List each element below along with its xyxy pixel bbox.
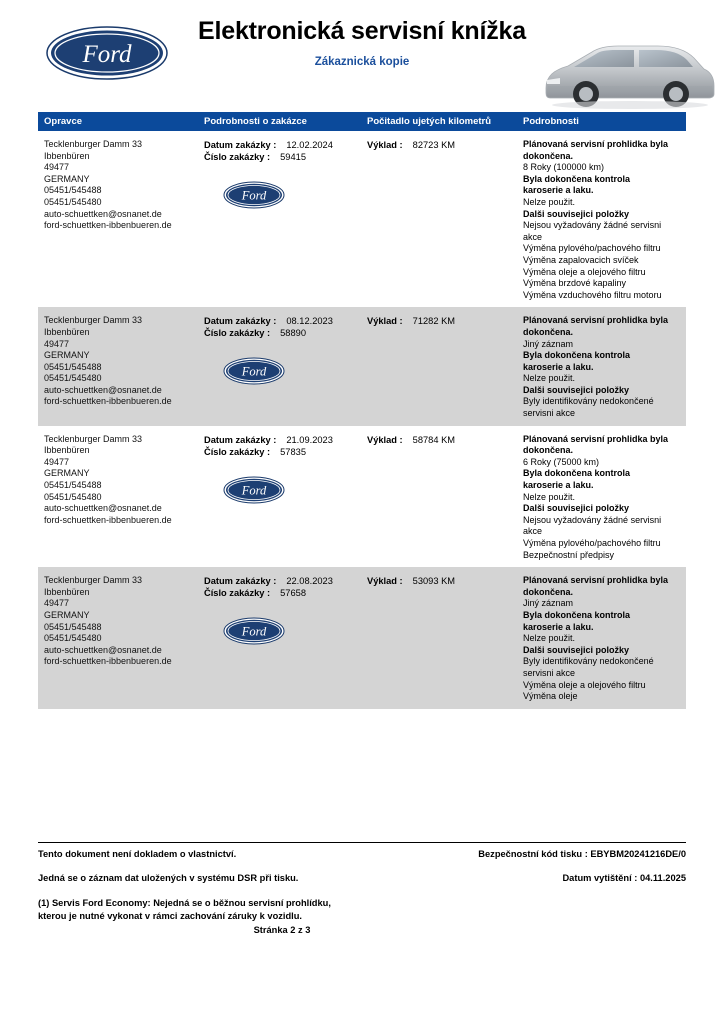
repairer-address-line: Tecklenburger Damm 33	[44, 433, 143, 444]
order-number-label: Číslo zakázky :	[204, 328, 271, 339]
cell-repairer	[38, 315, 204, 419]
repairer-address-line: 05451/545488	[44, 361, 102, 372]
print-date-value: 04.11.2025	[639, 873, 686, 883]
repairer-address-line: 05451/545480	[44, 491, 102, 502]
page-subtitle: Zákaznická kopie	[314, 55, 410, 68]
vehicle-image	[540, 36, 716, 112]
repairer-address-line: 05451/545480	[44, 633, 102, 644]
detail-line: 8 Roky (100000 km)	[523, 162, 605, 173]
odometer-value: 58784 KM	[412, 434, 456, 445]
detail-line: Výměna oleje a olejového filtru	[523, 266, 646, 277]
cell-order-details	[204, 315, 367, 419]
odometer-label: Výklad :	[367, 434, 403, 445]
order-number-label: Číslo zakázky :	[204, 588, 271, 599]
odometer-value: 71282 KM	[412, 316, 456, 327]
detail-line: Nelze použit.	[523, 491, 576, 502]
detail-line: karoserie a laku.	[523, 621, 594, 632]
detail-line: karoserie a laku.	[523, 480, 594, 491]
repairer-address-line: 05451/545488	[44, 480, 102, 491]
economy-service-note-line2: kterou je nutné vykonat v rámci zachování záruky k vozidlu.	[38, 911, 303, 921]
detail-line: Nelze použit.	[523, 196, 576, 207]
ford-logo-icon	[220, 617, 367, 650]
detail-line: Dalši souvisejici položky	[523, 644, 630, 655]
detail-line: Výměna vzduchového filtru motoru	[523, 289, 662, 300]
repairer-address-line: ford-schuettken-ibbenbueren.de	[44, 396, 172, 407]
table-row	[38, 307, 686, 425]
detail-line: 6 Roky (75000 km)	[523, 456, 600, 467]
footer-row-dsr	[38, 873, 686, 883]
repairer-address-line: auto-schuettken@osnanet.de	[44, 384, 162, 395]
table-header-bar	[38, 112, 686, 131]
odometer-label: Výklad :	[367, 140, 403, 150]
detail-line: karoserie a laku.	[523, 361, 594, 372]
security-code-label: Bezpečnostní kód tisku :	[478, 849, 588, 859]
detail-line: dokončena.	[523, 445, 574, 456]
order-date-row	[204, 575, 367, 587]
page-number: Stránka 2 z 3	[253, 925, 311, 935]
detail-line: Bezpečnostní předpisy	[523, 549, 615, 560]
detail-line: Jiný záznam	[523, 598, 574, 609]
repairer-address-line: GERMANY	[44, 173, 90, 184]
order-number-value: 57658	[280, 588, 306, 599]
document-footer	[38, 842, 686, 935]
detail-line: Byla dokončena kontrola	[523, 350, 631, 361]
repairer-address-line: 49477	[44, 338, 70, 349]
order-date-row	[204, 139, 367, 151]
odometer-row	[367, 315, 523, 327]
repairer-address-line: Tecklenburger Damm 33	[44, 575, 143, 586]
cell-order-details	[204, 434, 367, 562]
detail-line: dokončena.	[523, 326, 574, 337]
table-row	[38, 131, 686, 307]
repairer-address-line: 49477	[44, 456, 70, 467]
detail-line: dokončena.	[523, 586, 574, 597]
order-date-value: 21.09.2023	[286, 434, 333, 445]
repairer-address-line: 05451/545480	[44, 196, 102, 207]
detail-line: Dalši souvisejici položky	[523, 208, 630, 219]
order-number-row	[204, 587, 367, 599]
column-header-order-details: Podrobnosti o zakázce	[204, 116, 307, 127]
detail-line: Plánovaná servisní prohlidka byla	[523, 139, 669, 149]
order-date-value: 12.02.2024	[286, 140, 333, 150]
cell-repairer	[38, 139, 204, 301]
cell-odometer	[367, 434, 523, 562]
footer-divider	[38, 842, 686, 843]
repairer-address-line: auto-schuettken@osnanet.de	[44, 208, 162, 219]
order-date-label: Datum zakázky :	[204, 316, 277, 327]
repairer-address-line: ford-schuettken-ibbenbueren.de	[44, 220, 172, 231]
repairer-address-line: 05451/545480	[44, 373, 102, 384]
security-code-group	[478, 849, 686, 859]
cell-order-details	[204, 575, 367, 703]
repairer-address-line: ford-schuettken-ibbenbueren.de	[44, 514, 172, 525]
order-number-value: 57835	[280, 446, 306, 457]
column-header-details: Podrobnosti	[523, 116, 579, 127]
repairer-address-line: 49477	[44, 598, 70, 609]
order-date-value: 22.08.2023	[286, 576, 333, 587]
svg-text:Ford: Ford	[82, 41, 132, 68]
detail-line: Plánovaná servisní prohlidka byla	[523, 315, 669, 326]
order-date-label: Datum zakázky :	[204, 576, 277, 587]
detail-line: dokončena.	[523, 150, 574, 161]
security-code-value: EBYBM20241216DE/0	[590, 849, 686, 859]
odometer-value: 82723 KM	[412, 140, 456, 150]
ford-logo-icon	[220, 181, 367, 214]
detail-line: Nejsou vyžadovány žádné servisni	[523, 514, 662, 525]
page-title: Elektronická servisní knížka	[198, 17, 526, 45]
cell-odometer	[367, 315, 523, 419]
table-row	[38, 426, 686, 568]
print-date-label: Datum vytištění :	[562, 873, 638, 883]
detail-line: Nelze použit.	[523, 633, 576, 644]
cell-details	[523, 139, 686, 301]
detail-line: Výměna pylového/pachového filtru	[523, 538, 661, 548]
column-header-odometer: Počitadlo ujetých kilometrů	[367, 116, 492, 127]
repairer-address-line: GERMANY	[44, 350, 90, 361]
detail-line: Výměna oleje a olejového filtru	[523, 679, 646, 690]
svg-text:Ford: Ford	[241, 624, 267, 639]
order-date-row	[204, 315, 367, 327]
detail-line: Nejsou vyžadovány žádné servisni	[523, 220, 662, 231]
svg-text:Ford: Ford	[241, 188, 267, 203]
column-header-repairer: Opravce	[44, 116, 83, 127]
cell-repairer	[38, 434, 204, 562]
detail-line: karoserie a laku.	[523, 185, 594, 196]
ford-logo-icon	[220, 476, 367, 509]
order-number-value: 59415	[280, 152, 306, 162]
order-number-row	[204, 446, 367, 458]
detail-line: akce	[523, 526, 543, 537]
dsr-disclaimer: Jedná se o záznam dat uložených v systému DSR při tisku.	[38, 873, 299, 883]
detail-line: akce	[523, 231, 543, 242]
repairer-address-line: Ibbenbüren	[44, 326, 90, 337]
detail-line: Dalši souvisejici položky	[523, 503, 630, 514]
odometer-label: Výklad :	[367, 316, 403, 327]
repairer-address-line: Ibbenbüren	[44, 586, 90, 597]
cell-odometer	[367, 575, 523, 703]
order-number-value: 58890	[280, 328, 306, 339]
detail-line: Výměna zapalovacich svíček	[523, 254, 639, 265]
odometer-value: 53093 KM	[412, 576, 456, 587]
repairer-address-line: Ibbenbüren	[44, 445, 90, 456]
order-date-value: 08.12.2023	[286, 316, 333, 327]
detail-line: Nelze použit.	[523, 373, 576, 384]
cell-details	[523, 575, 686, 703]
repairer-address-line: Tecklenburger Damm 33	[44, 139, 143, 149]
repairer-address-line: 05451/545488	[44, 185, 102, 196]
repairer-address-line: ford-schuettken-ibbenbueren.de	[44, 656, 172, 667]
detail-line: Plánovaná servisní prohlidka byla	[523, 575, 669, 586]
economy-service-note	[38, 897, 686, 923]
detail-line: Byla dokončena kontrola	[523, 609, 631, 620]
detail-line: Výměna pylového/pachového filtru	[523, 243, 661, 254]
cell-repairer	[38, 575, 204, 703]
odometer-label: Výklad :	[367, 576, 403, 587]
detail-line: servisni akce	[523, 667, 576, 678]
service-records-table	[38, 131, 686, 709]
odometer-row	[367, 575, 523, 587]
detail-line: Jiný záznam	[523, 338, 574, 349]
ownership-disclaimer: Tento dokument není dokladem o vlastnictví.	[38, 849, 237, 859]
cell-order-details	[204, 139, 367, 301]
odometer-row	[367, 139, 523, 151]
detail-line: Dalši souvisejici položky	[523, 384, 630, 395]
detail-line: servisni akce	[523, 408, 576, 419]
repairer-address-line: auto-schuettken@osnanet.de	[44, 503, 162, 514]
order-date-label: Datum zakázky :	[204, 140, 277, 150]
print-date-group	[562, 873, 686, 883]
order-number-label: Číslo zakázky :	[204, 152, 271, 162]
economy-service-note-line1: (1) Servis Ford Economy: Nejedná se o běžnou servisní prohlídku,	[38, 898, 331, 908]
cell-odometer	[367, 139, 523, 301]
repairer-address-line: auto-schuettken@osnanet.de	[44, 644, 162, 655]
repairer-address-line: 49477	[44, 162, 70, 173]
order-date-label: Datum zakázky :	[204, 434, 277, 445]
repairer-address-line: Tecklenburger Damm 33	[44, 315, 143, 326]
order-date-row	[204, 434, 367, 446]
detail-line: Byly identifikovány nedokončené	[523, 656, 654, 667]
cell-details	[523, 315, 686, 419]
order-number-label: Číslo zakázky :	[204, 446, 271, 457]
detail-line: Výměna oleje	[523, 691, 578, 702]
detail-line: Výměna brzdové kapaliny	[523, 278, 627, 289]
detail-line: Plánovaná servisní prohlidka byla	[523, 433, 669, 444]
odometer-row	[367, 434, 523, 446]
detail-line: Byla dokončena kontrola	[523, 468, 631, 479]
repairer-address-line: 05451/545488	[44, 621, 102, 632]
footer-row-ownership	[38, 849, 686, 859]
order-number-row	[204, 151, 367, 163]
svg-text:Ford: Ford	[241, 483, 267, 498]
detail-line: Byla dokončena kontrola	[523, 173, 631, 184]
svg-text:Ford: Ford	[241, 364, 267, 379]
order-number-row	[204, 327, 367, 339]
repairer-address-line: GERMANY	[44, 609, 90, 620]
cell-details	[523, 434, 686, 562]
detail-line: Byly identifikovány nedokončené	[523, 396, 654, 407]
table-row	[38, 567, 686, 709]
repairer-address-line: GERMANY	[44, 468, 90, 479]
ford-logo-icon	[220, 357, 367, 390]
repairer-address-line: Ibbenbüren	[44, 150, 90, 161]
document-header	[0, 0, 724, 112]
